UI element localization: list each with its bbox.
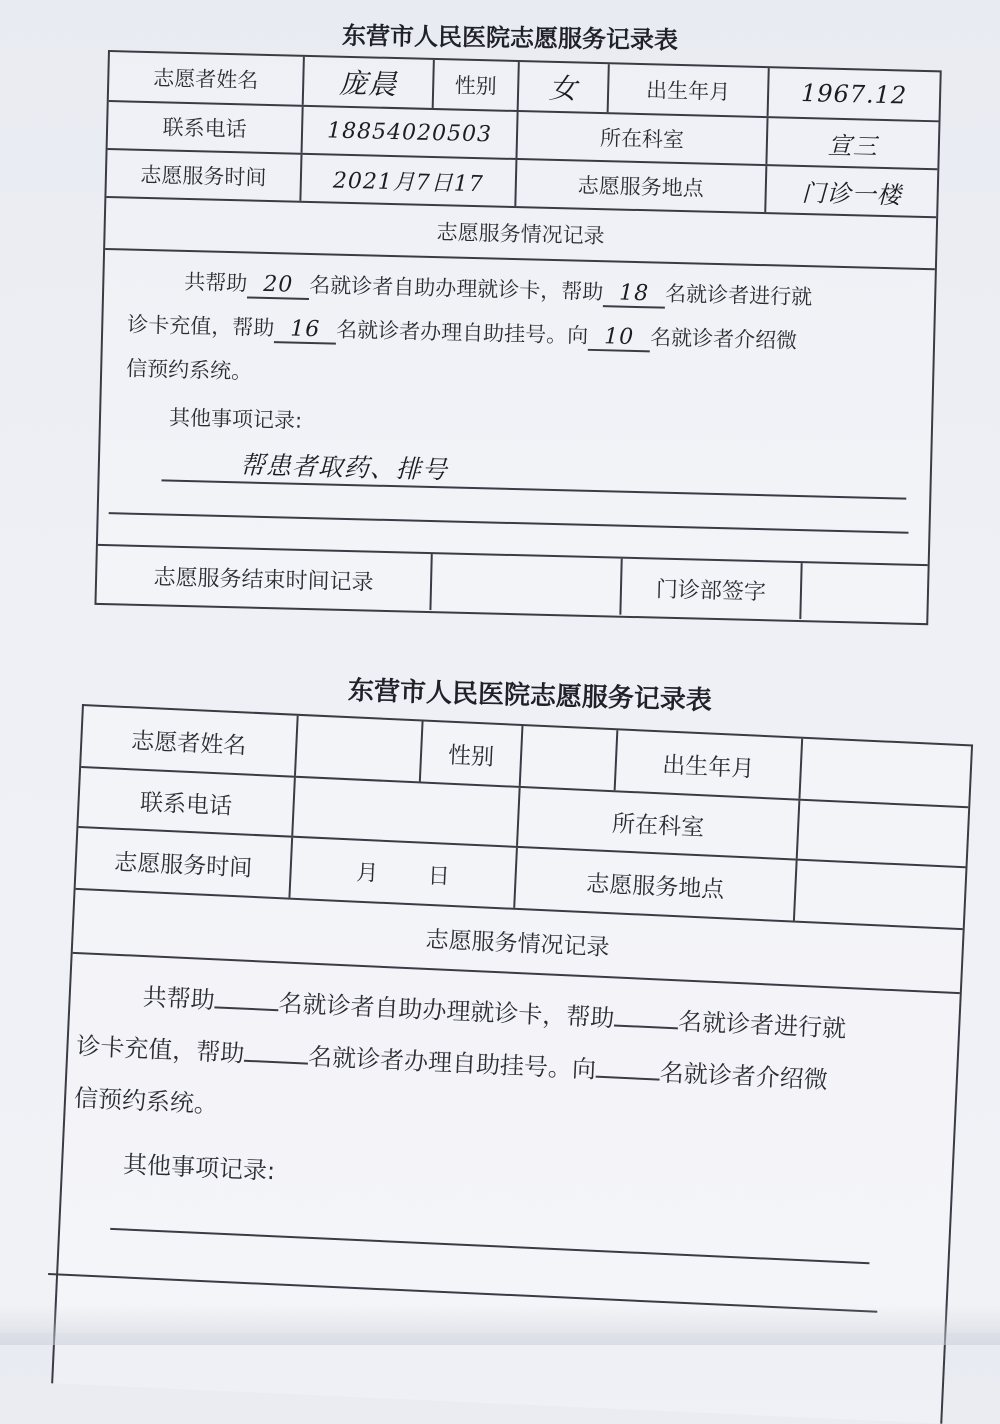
form2-time-value <box>290 838 517 908</box>
form2-line-1: 共帮助 名就诊者自助办理就诊卡，帮助 名就诊者进行就 <box>142 983 847 1043</box>
form2-phone-label: 联系电话 <box>78 768 295 836</box>
form1-count-register: 16 <box>274 316 337 345</box>
form2-note-line-1 <box>110 1228 869 1264</box>
form1-end-time-value <box>431 554 622 615</box>
form2-name-label: 志愿者姓名 <box>81 706 299 776</box>
form2-time-label: 志愿服务时间 <box>76 828 294 898</box>
form1-other-note: 帮患者取药、排号 <box>239 450 449 485</box>
form1-title: 东营市人民医院志愿服务记录表 <box>341 20 679 55</box>
form1-time-label: 志愿服务时间 <box>106 150 302 201</box>
form2-line-3: 信预约系统。 <box>73 1084 219 1119</box>
form2-place-value <box>795 861 966 929</box>
form2-count-wechat[interactable] <box>596 1076 660 1081</box>
form1 <box>94 50 941 625</box>
form1-birth-value: 1967.12 <box>800 78 908 110</box>
form2-section-heading: 志愿服务情况记录 <box>73 890 963 994</box>
form1-line-3: 信预约系统。 <box>125 356 253 384</box>
form2-count-recharge[interactable] <box>614 1024 678 1029</box>
form2-phone-value <box>293 778 520 846</box>
form2-count-register[interactable] <box>244 1060 308 1065</box>
page-fold-shadow <box>0 1305 1000 1345</box>
form2-gender-value <box>521 726 619 790</box>
form1-gender-label: 性别 <box>434 60 520 110</box>
form1-place-value: 门诊一楼 <box>801 178 903 209</box>
form2-department-value <box>798 801 968 867</box>
form2-name-value <box>296 716 424 782</box>
form2-record-body <box>56 954 960 1364</box>
form2-line-2: 诊卡充值，帮助 名就诊者办理自助挂号。向 名就诊者介绍微 <box>75 1032 829 1095</box>
form1-end-time-label: 志愿服务结束时间记录 <box>97 546 433 610</box>
form1-phone-value: 18854020503 <box>303 107 519 158</box>
form1-name-value: 庞晨 <box>304 57 435 108</box>
form1-place-label: 志愿服务地点 <box>516 160 767 212</box>
form1-count-recharge: 18 <box>603 280 666 309</box>
form1-count-card: 20 <box>247 271 310 300</box>
form1-sign-value <box>801 563 927 622</box>
form2-title: 东营市人民医院志愿服务记录表 <box>347 675 713 717</box>
form2-month-label: 月 <box>355 860 379 887</box>
form1-line-2: 诊卡充值，帮助 16 名就诊者办理自助挂号。向 10 名就诊者介绍微 <box>127 312 798 353</box>
form2-department-label: 所在科室 <box>518 788 800 859</box>
form1-count-wechat: 10 <box>588 324 651 353</box>
form2-place-label: 志愿服务地点 <box>515 848 797 921</box>
form1-birth-label: 出生年月 <box>609 64 770 116</box>
form2-birth-value <box>800 739 971 807</box>
form1-name-label: 志愿者姓名 <box>109 52 305 105</box>
form2-other-label: 其他事项记录: <box>122 1150 276 1186</box>
form1-section-heading: 志愿服务情况记录 <box>105 198 936 270</box>
form1-line-1: 共帮助 20 名就诊者自助办理就诊卡，帮助 18 名就诊者进行就 <box>184 269 813 310</box>
form1-note-line-2 <box>109 512 909 534</box>
form1-time-value: 2021月7日17 <box>301 155 517 206</box>
form1-phone-label: 联系电话 <box>108 102 304 153</box>
form1-gender-value: 女 <box>519 62 610 112</box>
form1-record-body <box>98 250 935 564</box>
form1-other-label: 其他事项记录: <box>168 405 303 433</box>
form1-department-label: 所在科室 <box>517 112 768 164</box>
form2-count-card[interactable] <box>214 1006 278 1011</box>
form2-gender-label: 性别 <box>421 722 524 786</box>
form2-day-label: 日 <box>427 863 451 890</box>
form2-birth-label: 出生年月 <box>616 730 804 798</box>
form1-sign-label: 门诊部签字 <box>621 559 802 619</box>
form1-department-value: 宣三 <box>827 131 879 161</box>
form1-note-line-1 <box>161 479 906 499</box>
